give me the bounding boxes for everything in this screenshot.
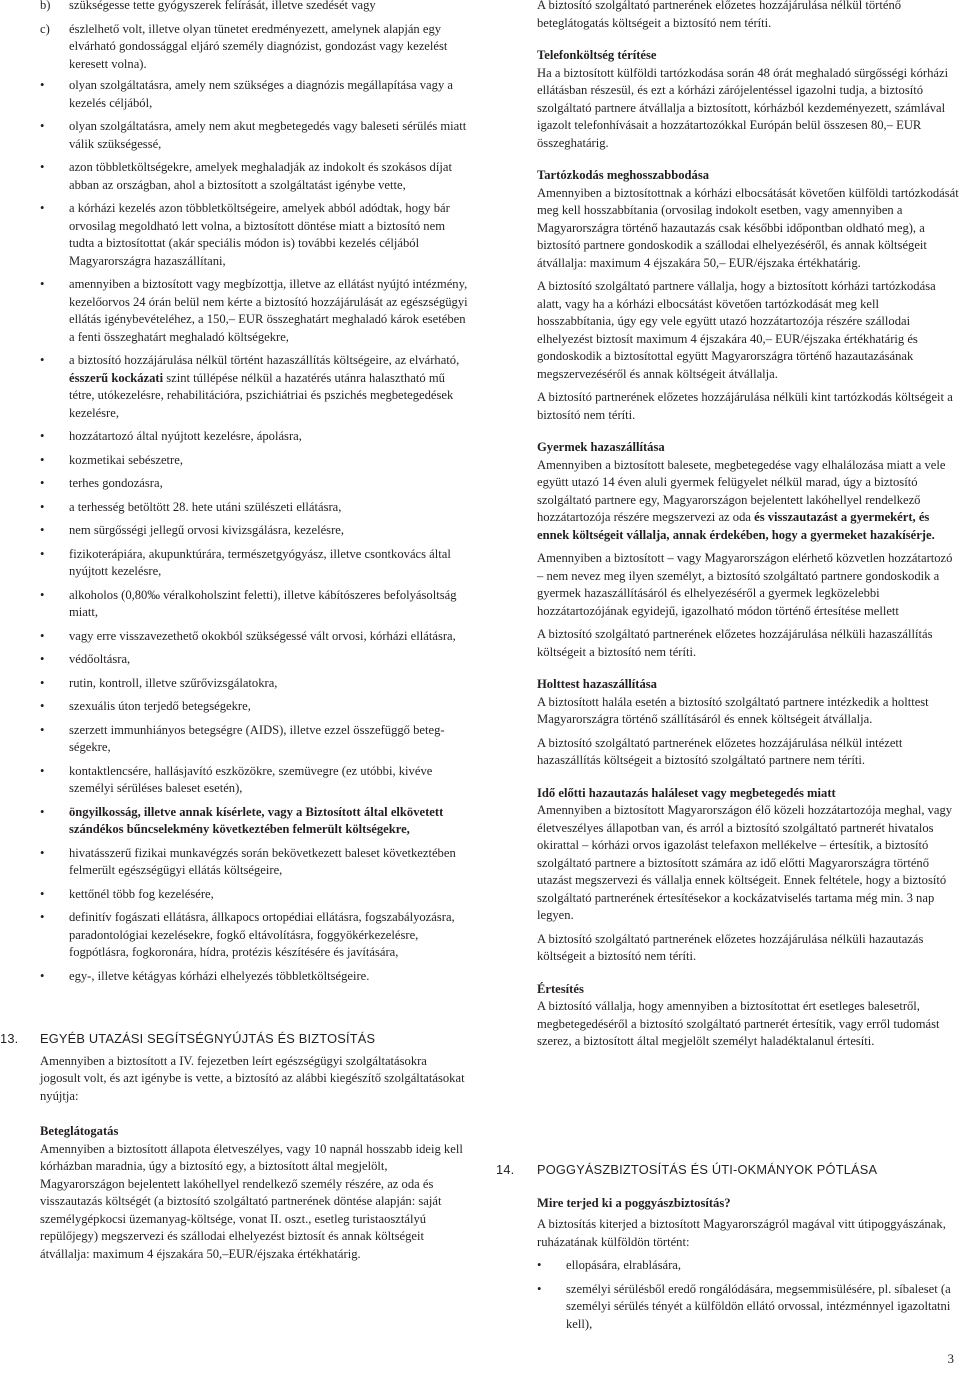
page-number: 3 xyxy=(947,1350,954,1366)
section-heading xyxy=(0,1030,468,1048)
text-run: azon többletköltségekre, amelyek meghaladják az indokolt és szokásos díjat abban az országban, ahol a biztosított a szolgáltatást igénybe vette, xyxy=(69,160,452,192)
section-number: 13. xyxy=(0,1031,19,1046)
paragraph: A biztosító vállalja, hogy amennyiben a biztosítottat ért esetleges balesetről, megbetegedéséről a biztosító szolgáltató partnerét értesítik, vagy erről tudomást szerez, a biztosított által megjelölt személyt haladéktalanul értesíti. xyxy=(537,999,940,1048)
bullet-icon: • xyxy=(40,968,45,983)
text-run: a terhesség betöltött 28. hete utáni szülészeti ellátásra, xyxy=(69,499,342,514)
subsection-heading: Idő előtti hazautazás haláleset vagy megbetegedés miatt xyxy=(537,785,836,800)
paragraph: A biztosított halála esetén a biztosító szolgáltató partnere intézkedik a holttest Magyarországra történő szállításáról és ennek költségeit átvállalja. xyxy=(537,694,929,726)
list-item xyxy=(40,200,468,270)
paragraph: Ha a biztosított külföldi tartózkodása során 48 órát meghaladó sürgősségi kórházi ellátásban részesül, és ezt a kórházi zárójelentéssel igazolni tudja, a biztosító szolgáltató partnere átvállalja a biztosított, kórházból kezdeményezett, számlával igazolt telefonhívásait a hozzátartozókkal Európán belül összesen 80,– EUR összeghatárig. xyxy=(537,65,949,150)
subsection-heading: Holttest hazaszállítása xyxy=(537,677,657,691)
bullet-icon: • xyxy=(537,1281,542,1296)
list-item-text xyxy=(69,523,344,537)
text-run: terhes gondozásra, xyxy=(69,476,163,490)
list-item-text xyxy=(69,910,455,959)
lettered-item xyxy=(40,0,468,15)
bold-text: öngyilkosság, illetve annak kísérlete, vagy a Biztosított által elkövetett szándékos bűncselekmény következtében felmerült költségekre, xyxy=(69,804,444,836)
list-item-text xyxy=(69,78,453,110)
list-item xyxy=(40,886,468,904)
list-item xyxy=(40,276,468,346)
list-item xyxy=(40,159,468,194)
list-item-text xyxy=(69,629,456,643)
list-item xyxy=(40,722,468,757)
list-item-text xyxy=(69,887,214,901)
section-title: EGYÉB UTAZÁSI SEGÍTSÉGNYÚJTÁS ÉS BIZTOSÍTÁS xyxy=(40,1031,376,1046)
bullet-icon: • xyxy=(40,119,45,133)
section-13 xyxy=(0,1030,468,1263)
list-item xyxy=(40,845,468,880)
list-item-text xyxy=(69,500,341,514)
text-run: a kórházi kezelés azon többletköltségeire, amelyek abból adódtak, hogy bár orvosilag megoldható lett volna, a biztosított döntése miatt a biztosító nem tudta a biztosítottat (akár speciális módon is) további kezelés céljából Magyarországra hazaszállítani, xyxy=(69,201,450,268)
bullet-icon: • xyxy=(40,499,45,514)
paragraph: A biztosító szolgáltató partnerének előzetes hozzájárulása nélküli hazaszállítás költségeit a biztosító nem téríti. xyxy=(537,627,933,659)
text-run: definitív fogászati ellátásra, állkapocs ortopédiai ellátásra, fogszabályozásra, paradontológiai kezelésekre, fogkő eltávolításra, foggyökérkezelésre, fogpótlásra, fogkoronára, hídra, protézis készítésére és javítására, xyxy=(69,910,455,959)
list-item-text xyxy=(69,676,277,690)
text-run: amennyiben a biztosított vagy megbízottja, illetve az ellátást nyújtó intézmény, kezelőorvos 24 órán belül nem kérte a biztosító hozzájárulását az egészségügyi ellátás igénybevételéhez, a 150,– EUR összeghatárt meghaladó károk esetében a fenti összeghatárt meghaladó költségekre, xyxy=(69,277,468,344)
bullet-icon: • xyxy=(40,429,45,443)
text-run: kontaktlencsére, hallásjavító eszközökre, szemüvegre (ez utóbbi, kivéve személyi sérüléses baleset esetén), xyxy=(69,763,433,795)
bullet-icon: • xyxy=(40,160,45,174)
text-run: fizikoterápiára, akupunktúrára, természetgyógyász, illetve csontkovács által nyújtott kezelésre, xyxy=(69,546,451,578)
bullet-icon: • xyxy=(40,886,45,901)
section-14 xyxy=(496,1161,959,1333)
bullet-icon: • xyxy=(537,1258,542,1272)
item-letter: c) xyxy=(40,21,50,36)
list-item xyxy=(40,698,468,716)
text-run: alkoholos (0,80‰ véralkoholszint feletti), illetve kábítószeres befolyásoltság miatt, xyxy=(69,587,457,619)
list-item-text xyxy=(69,652,130,666)
list-item-text xyxy=(69,429,302,443)
list-item xyxy=(40,118,468,153)
bullet-icon: • xyxy=(40,652,45,666)
text-run: rutin, kontroll, illetve szűrővizsgálatokra, xyxy=(69,675,278,690)
text-run: egy-, illetve kétágyas kórházi elhelyezés többletköltségeire. xyxy=(69,968,370,983)
list-item xyxy=(40,499,468,517)
list-item xyxy=(40,546,468,581)
bullet-icon: • xyxy=(40,699,45,713)
list-item xyxy=(40,352,468,422)
text-run: védőoltásra, xyxy=(69,652,131,666)
bullet-icon: • xyxy=(40,763,45,778)
item-text: észlelhető volt, illetve olyan tünetet eredményezett, amelynek alapján egy elvárható gondossággal eljáró személy diagnózist, gondozást vagy kezelést keresett volna). xyxy=(69,21,448,71)
bullet-icon: • xyxy=(40,675,45,690)
subsection-heading: Mire terjed ki a poggyászbiztosítás? xyxy=(537,1195,731,1210)
list-item-text xyxy=(69,277,468,344)
subsection-heading: Beteglátogatás xyxy=(40,1124,119,1138)
list-item xyxy=(40,968,468,986)
text-run: hivatásszerű fizikai munkavégzés során bekövetkezett baleset következtében felmerült egészségügyi ellátás költségeire, xyxy=(69,845,456,877)
list-item-text xyxy=(69,119,466,151)
subsection-heading: Tartózkodás meghosszabbodása xyxy=(537,168,710,182)
bullet-icon: • xyxy=(40,628,45,643)
paragraph: A biztosító szolgáltató partnere vállalja, hogy a biztosított kórházi tartózkodása alatt, vagy ha a kórházi elbocsátást követően tartózkodását meg kell hosszabbítania, úgy egy vele együtt utazó hozzátartozója részére szállodai elhelyezést biztosít maximum 4 éjszakára 40,– EUR/éjszaka értékhatárig és gondoskodik a biztosítottal együtt Magyarországra történő hazautazásának megszervezéséről és annak költségeit átvállalja. xyxy=(537,279,936,381)
text-run: olyan szolgáltatásra, amely nem akut megbetegedés vagy baleseti sérülés miatt válik szükségessé, xyxy=(69,119,467,151)
bullet-icon: • xyxy=(40,201,45,215)
bold-text: ésszerű kockázati xyxy=(69,370,164,385)
list-item-text xyxy=(69,476,163,490)
item-text: szükségesse tette gyógyszerek felírását, illetve szedését vagy xyxy=(69,0,376,12)
paragraph: A biztosító szolgáltató partnerének előzetes hozzájárulása nélkül intézett hazaszállítás költségeit a biztosító szolgáltató partnere nem téríti. xyxy=(537,735,903,767)
list-item-text xyxy=(69,588,457,620)
subsection-heading: Gyermek hazaszállítása xyxy=(537,440,665,454)
bullet-icon: • xyxy=(40,523,45,537)
text-run: olyan szolgáltatásra, amely nem szükséges a diagnózis megállapítása vagy a kezelés céljából, xyxy=(69,78,453,110)
lettered-list xyxy=(40,0,468,73)
paragraph: A biztosító partnerének előzetes hozzájárulása nélküli kint tartózkodás költségeit a biztosító nem téríti. xyxy=(537,390,953,422)
bullet-icon: • xyxy=(40,452,45,467)
paragraph xyxy=(537,457,959,545)
list-item xyxy=(40,522,468,540)
section-number: 14. xyxy=(496,1162,515,1177)
list-item xyxy=(40,475,468,493)
exclusion-list xyxy=(40,77,468,985)
subsection-heading: Értesítés xyxy=(537,981,584,996)
bullet-icon: • xyxy=(40,353,45,367)
text-run: Amennyiben a biztosított balesete, megbetegedése vagy elhalálozása miatt a vele együtt utazó 14 éven aluli gyermek felügyelet nélkül marad, úgy a biztosító szolgáltató partnere egy, Magyarországon bejelentett lakóhellyel rendelkező hozzátartozója részére megszervezi az oda xyxy=(537,457,946,524)
list-item-text xyxy=(69,699,251,713)
list-item xyxy=(40,763,468,798)
list-item-text xyxy=(69,160,452,192)
bullet-icon: • xyxy=(40,277,45,291)
bullet-icon: • xyxy=(40,587,45,602)
list-item-text xyxy=(69,201,450,268)
paragraph: Amennyiben a biztosított állapota életveszélyes, vagy 10 napnál hosszabb ideig kell kórházban maradnia, úgy a biztosító egy, a biztosított által megjelölt, Magyarországon bejelentett lakóhellyel rendelkező személy részére, az oda és visszautazás költségét (a biztosító szolgáltató partnerének döntése alapján: saját személygépkocsi üzemanyag-költsége, vonat II. oszt., esetleg turistaosztályú repülőjegy) megszervezi és szállodai elhelyezést biztosít és annak költségeit átvállalja: maximum 4 éjszakára 50,–EUR/éjszaka értékhatárig. xyxy=(40,1141,463,1261)
list-item-text xyxy=(69,969,369,983)
bullet-icon: • xyxy=(40,804,45,819)
lettered-item xyxy=(40,21,468,74)
text-run: hozzátartozó által nyújtott kezelésre, ápolásra, xyxy=(69,429,302,443)
list-item-text xyxy=(69,764,432,796)
bullet-icon: • xyxy=(40,910,45,924)
text-run: kettőnél több fog kezelésére, xyxy=(69,886,214,901)
bullet-icon: • xyxy=(40,722,45,737)
text-run: vagy erre visszavezethető okokból szükségessé vált orvosi, kórházi ellátásra, xyxy=(69,628,456,643)
bold-text: és visszautazást a gyermekért, és ennek költségeit vállalja, annak érdekében, hogy a gyermeket hazakísérje. xyxy=(537,510,935,542)
bullet-icon: • xyxy=(40,546,45,561)
list-item xyxy=(40,675,468,693)
text-run: a biztosító hozzájárulása nélkül történt hazaszállítás költségeire, az elvárható, xyxy=(69,353,460,367)
list-item xyxy=(40,804,468,839)
list-item xyxy=(40,452,468,470)
list-item xyxy=(537,1281,959,1334)
paragraph: Amennyiben a biztosítottnak a kórházi elbocsátását követően külföldi tartózkodását meg kell hosszabbítania (orvosilag indokolt esetben, vagy amennyiben a Magyarországra történő hazautazás csak későbbi időpontban oldható meg), a biztosító partnere gondoskodik a szállodai elhelyezéséről, és annak költségeit átvállalja: maximum 4 éjszakára 50,– EUR/éjszaka értékhatárig. xyxy=(537,185,959,270)
text-run: szint túllépése nélkül a hazatérés utánra halasztható mű tétre, utókezelésre, rehabilitációra, pszichiátriai és pszichés megbetegedések kezelésre, xyxy=(69,370,454,420)
list-item xyxy=(40,651,468,669)
text-run: kozmetikai sebészetre, xyxy=(69,452,183,467)
right-flow xyxy=(537,0,959,1051)
list-item-text xyxy=(69,723,445,755)
section-title: POGGYÁSZBIZTOSÍTÁS ÉS ÚTI-OKMÁNYOK PÓTLÁSA xyxy=(537,1162,878,1177)
paragraph: Amennyiben a biztosított – vagy Magyarországon elérhető közvetlen hozzátartozó – nem nevez meg ilyen személyt, a biztosító szolgáltató partnere gondoskodik a gyermek hazaszállításáról és elhelyezéséről a gyermek legközelebbi hozzátartozójának egyidejű, igazolható módon történő értesítése mellett xyxy=(537,551,953,618)
paragraph: A biztosítás kiterjed a biztosított Magyarországról magával vitt útipoggyászának, ruházatának külföldön történt: xyxy=(537,1217,946,1249)
list-item-text xyxy=(69,353,459,420)
list-item xyxy=(40,909,468,962)
bullet-icon: • xyxy=(40,78,45,92)
subsection-heading: Telefonköltség térítése xyxy=(537,48,657,62)
section-intro: Amennyiben a biztosított a IV. fejezetben leírt egészségügyi szolgáltatásokra jogosult volt, és azt igénybe is vette, a biztosító az alábbi kiegészítő szolgáltatásokat nyújtja: xyxy=(40,1053,465,1103)
list-item-text xyxy=(69,805,443,837)
text-run: szexuális úton terjedő betegségekre, xyxy=(69,699,251,713)
item-letter: b) xyxy=(40,0,51,12)
list-item-text: ellopására, elrablására, xyxy=(566,1258,682,1272)
paragraph: A biztosító szolgáltató partnerének előzetes hozzájárulása nélkül történő beteglátogatás költségeit a biztosító nem téríti. xyxy=(537,0,902,30)
paragraph: Amennyiben a biztosított Magyarországon élő közeli hozzátartozója meghal, vagy életveszélyes állapotban van, és arról a biztosító szolgáltató partnerét hivatalos okirattal – kórházi orvos igazolást telefaxon mellékelve – értesítik, a biztosító szolgáltató partnere a biztosított számára az idő előtti Magyarországra történő utazást megszervezi és vállalja ennek költségeit. Ennek feltétele, hogy a biztosító szolgáltató partnerének értesítésekor a kockázatviselés tartama még min. 3 nap legyen. xyxy=(537,803,953,922)
list-item xyxy=(40,628,468,646)
list-item xyxy=(40,77,468,112)
text-run: szerzett immunhiányos betegségre (AIDS), illetve ezzel összefüggő beteg-ségekre, xyxy=(69,722,445,754)
bullet-icon: • xyxy=(40,476,45,490)
paragraph: A biztosító szolgáltató partnerének előzetes hozzájárulása nélküli hazautazás költségeit a biztosító nem téríti. xyxy=(537,931,924,963)
list-item xyxy=(537,1257,959,1275)
list-item-text xyxy=(69,547,451,579)
list-item xyxy=(40,428,468,446)
list-item-text: személyi sérülésből eredő rongálódására, megsemmisülésére, pl. síbaleset (a személyi sérülés tényét a külföldön ellátó orvossal, intézménnyel igazoltatni kell), xyxy=(566,1281,951,1331)
text-run: nem sürgősségi jellegű orvosi kivizsgálásra, kezelésre, xyxy=(69,523,345,537)
list-item xyxy=(40,587,468,622)
list-item-text xyxy=(69,453,183,467)
section-heading xyxy=(496,1161,959,1179)
bullet-icon: • xyxy=(40,845,45,860)
list-item-text xyxy=(69,846,456,878)
